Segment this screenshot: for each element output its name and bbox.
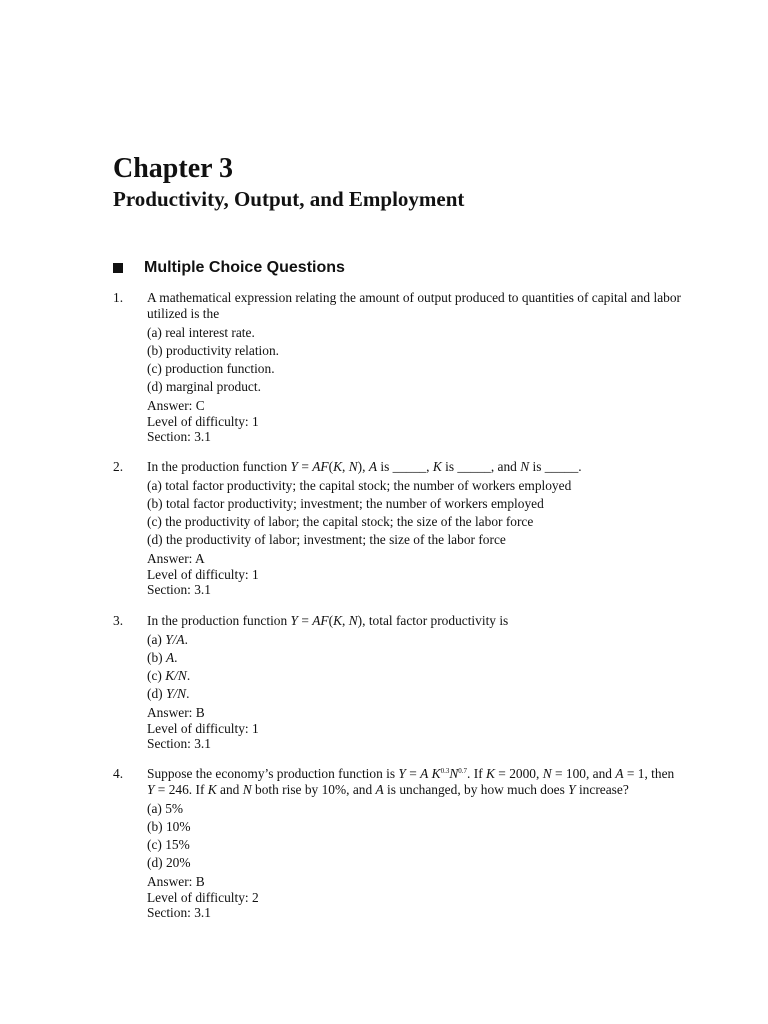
answer-block — [147, 705, 713, 752]
option-d: (d) Y/N. — [147, 686, 190, 701]
question-3 — [113, 613, 713, 752]
difficulty: Level of difficulty: 2 — [147, 889, 259, 905]
section-ref: Section: 3.1 — [147, 582, 211, 597]
option-a: (a) 5% — [147, 801, 184, 816]
option-b: (b) total factor productivity; investment; the number of workers employed — [147, 496, 544, 511]
answer-block — [147, 398, 713, 445]
question-number: 3. — [113, 613, 124, 628]
answer: Answer: B — [147, 874, 205, 889]
question-1 — [113, 290, 713, 445]
answer: Answer: A — [147, 551, 205, 566]
difficulty: Level of difficulty: 1 — [147, 413, 259, 429]
answer: Answer: B — [147, 705, 205, 720]
option-a: (a) Y/A. — [147, 632, 188, 647]
question-2 — [113, 459, 713, 598]
chapter-subtitle: Productivity, Output, and Employment — [113, 187, 465, 211]
answer-block — [147, 874, 713, 921]
option-d: (d) the productivity of labor; investment; the size of the labor force — [147, 532, 506, 547]
option-c: (c) 15% — [147, 837, 190, 852]
question-number: 2. — [113, 459, 124, 474]
options-list — [147, 800, 713, 872]
answer-block — [147, 551, 713, 598]
option-c: (c) production function. — [147, 361, 275, 376]
option-b: (b) productivity relation. — [147, 343, 280, 358]
section-heading-text: Multiple Choice Questions — [144, 259, 345, 276]
difficulty: Level of difficulty: 1 — [147, 566, 259, 582]
section-heading — [113, 257, 345, 279]
question-stem: Suppose the economy’s production function is Y = A $K^{0.3}N^{0.7}$. If K = 2000, N = 100, and A = 1, then Y = 246. If K and N both rise by 10%, and A is unchanged, by how much does Y increase? — [147, 766, 675, 797]
option-a: (a) real interest rate. — [147, 325, 255, 340]
answer: Answer: C — [147, 398, 205, 413]
option-b: (b) 10% — [147, 819, 191, 834]
question-number: 4. — [113, 766, 124, 781]
option-c: (c) the productivity of labor; the capital stock; the size of the labor force — [147, 514, 534, 529]
option-b: (b) A. — [147, 650, 178, 665]
question-stem: In the production function Y = AF(K, N), A is _____, K is _____, and N is _____. — [147, 459, 582, 474]
question-stem: In the production function Y = AF(K, N), total factor productivity is — [147, 613, 509, 628]
option-d: (d) 20% — [147, 855, 191, 870]
section-ref: Section: 3.1 — [147, 905, 211, 920]
question-4 — [113, 766, 713, 921]
square-bullet-icon — [113, 263, 123, 273]
section-ref: Section: 3.1 — [147, 736, 211, 751]
chapter-title: Chapter 3 — [113, 153, 234, 184]
options-list — [147, 324, 713, 396]
difficulty: Level of difficulty: 1 — [147, 720, 259, 736]
option-a: (a) total factor productivity; the capital stock; the number of workers employed — [147, 478, 572, 493]
options-list — [147, 477, 713, 549]
options-list — [147, 631, 713, 703]
question-number: 1. — [113, 290, 124, 305]
section-ref: Section: 3.1 — [147, 429, 211, 444]
option-d: (d) marginal product. — [147, 379, 261, 394]
question-stem: A mathematical expression relating the amount of output produced to quantities of capital and labor utilized is the — [147, 290, 681, 321]
option-c: (c) K/N. — [147, 668, 191, 683]
